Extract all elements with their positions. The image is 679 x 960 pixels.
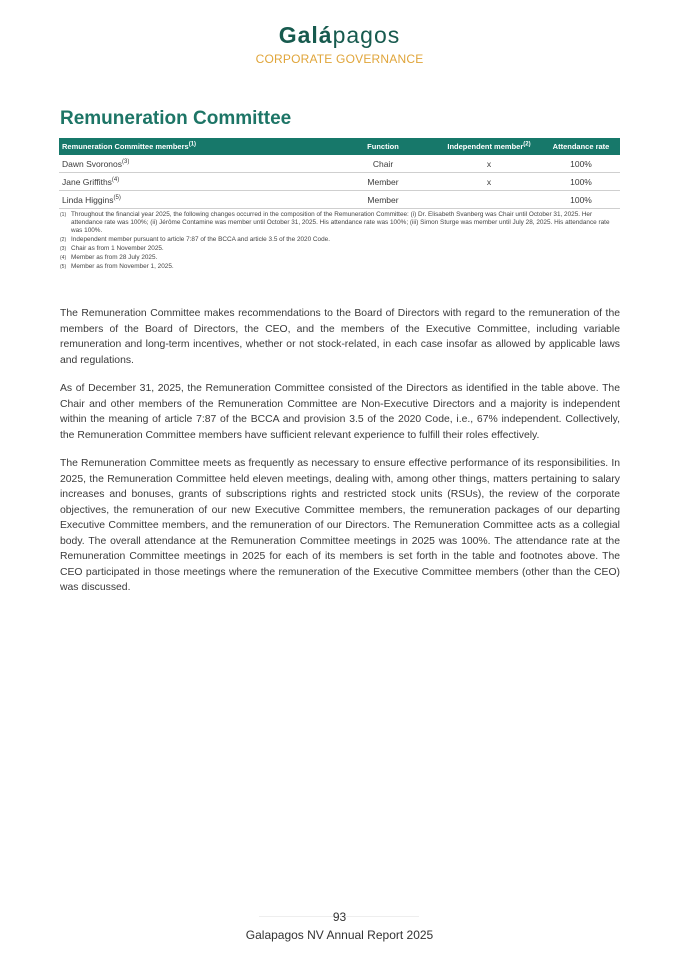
footnote-text: Throughout the financial year 2025, the following changes occurred in the composition of the Remuneration Committee: (i) Dr. Elisabeth Svanberg was Chair until October 31, 2025. Her attendance rate was 100%; (ii) Jérôme Contamine was member until October 31, 2025. His attendance rate was 100%; (iii) Simon Sturge was member until July 28, 2025. His attendance rate was 100%. — [71, 211, 610, 234]
footnote — [60, 263, 620, 271]
committee-table — [59, 138, 620, 209]
member-function: Chair — [330, 155, 436, 173]
header-function: Function — [330, 138, 436, 155]
paragraph: The Remuneration Committee makes recommendations to the Board of Directors with regard to the remuneration of the members of the Board of Directors, the CEO, and the members of the Executive Committee, including variable remuneration and long-term incentives, whether or not stock-related, in each case insofar as allowed by applicable laws and regulations. — [60, 308, 620, 366]
company-logo — [0, 22, 679, 49]
footnotes — [60, 211, 620, 272]
footnote-marker: (2) — [60, 237, 67, 243]
section-label: CORPORATE GOVERNANCE — [255, 52, 424, 66]
member-name: Linda Higgins$^{(5)}$ — [59, 191, 330, 209]
header-members: Remuneration Committee members$^{(1)}$ — [59, 138, 330, 155]
table-header-row — [59, 138, 620, 155]
footnote-marker: (1) — [60, 212, 67, 218]
member-name: Dawn Svoronos$^{(3)}$ — [59, 155, 330, 173]
header-independent-note: (2) — [523, 141, 531, 148]
header-attendance: Attendance rate — [542, 138, 620, 155]
footnote-text: Member as from November 1, 2025. — [71, 263, 174, 270]
page-number: 93 — [332, 910, 347, 924]
page-title: Remuneration Committee — [60, 108, 292, 129]
body-text — [60, 306, 620, 609]
member-attendance: 100% — [542, 155, 620, 173]
header-members-note: (1) — [188, 141, 197, 148]
footnote — [60, 236, 620, 244]
table-row — [59, 191, 620, 209]
logo-text-bold: Galá — [278, 22, 333, 48]
footnote-text: Chair as from 1 November 2025. — [71, 245, 164, 252]
table-row — [59, 173, 620, 191]
member-attendance: 100% — [542, 173, 620, 191]
member-attendance: 100% — [542, 191, 620, 209]
member-independent: x — [436, 173, 542, 191]
logo-text-light: pagos — [332, 22, 401, 48]
member-name: Jane Griffiths$^{(4)}$ — [59, 173, 330, 191]
member-function: Member — [330, 173, 436, 191]
member-independent — [436, 191, 542, 209]
footnote-text: Member as from 28 July 2025. — [71, 254, 158, 261]
table-row — [59, 155, 620, 173]
footnote-marker: (3) — [60, 246, 67, 252]
member-function: Member — [330, 191, 436, 209]
member-independent: x — [436, 155, 542, 173]
footnote-marker: (4) — [60, 255, 67, 261]
member-note: (5) — [113, 194, 121, 201]
footnote — [60, 245, 620, 253]
header-independent: Independent member$^{(2)}$ — [436, 138, 542, 155]
footnote — [60, 211, 620, 235]
footnote — [60, 254, 620, 262]
paragraph: As of December 31, 2025, the Remuneration Committee consisted of the Directors as identified in the table above. The Chair and other members of the Remuneration Committee are Non-Executive Directors and a majority is independent within the meaning of article 7:87 of the BCCA and provision 3.5 of the 2020 Code, i.e., 67% independent. Collectively, the Remuneration Committee members have sufficient relevant experience to fulfill their roles effectively. — [60, 383, 620, 441]
member-note: (4) — [111, 176, 120, 183]
member-note: (3) — [122, 158, 130, 165]
paragraph: The Remuneration Committee meets as frequently as necessary to ensure effective performance of its responsibilities. In 2025, the Remuneration Committee held eleven meetings, dealing with, among other things, matters pertaining to salary increases and bonuses, grants of subscriptions rights and restricted stock units (RSUs), the review of the corporate objectives, the remuneration of our new Executive Committee members, the remuneration packages of our departing Executive Committee members, and the remuneration of our Directors. The Remuneration Committee acts as a collegial body. The overall attendance at the Remuneration Committee meetings in 2025 was 100%. The attendance rate at the Remuneration Committee meetings in 2025 for each of its members is set forth in the table and footnotes above. The CEO participated in those meetings where the remuneration of the Executive Committee members (other than the CEO) was discussed. — [60, 458, 620, 593]
report-name: Galapagos NV Annual Report 2025 — [245, 928, 434, 942]
footnote-text: Independent member pursuant to article 7:87 of the BCCA and article 3.5 of the 2020 Code. — [71, 236, 330, 243]
footnote-marker: (5) — [60, 264, 67, 270]
